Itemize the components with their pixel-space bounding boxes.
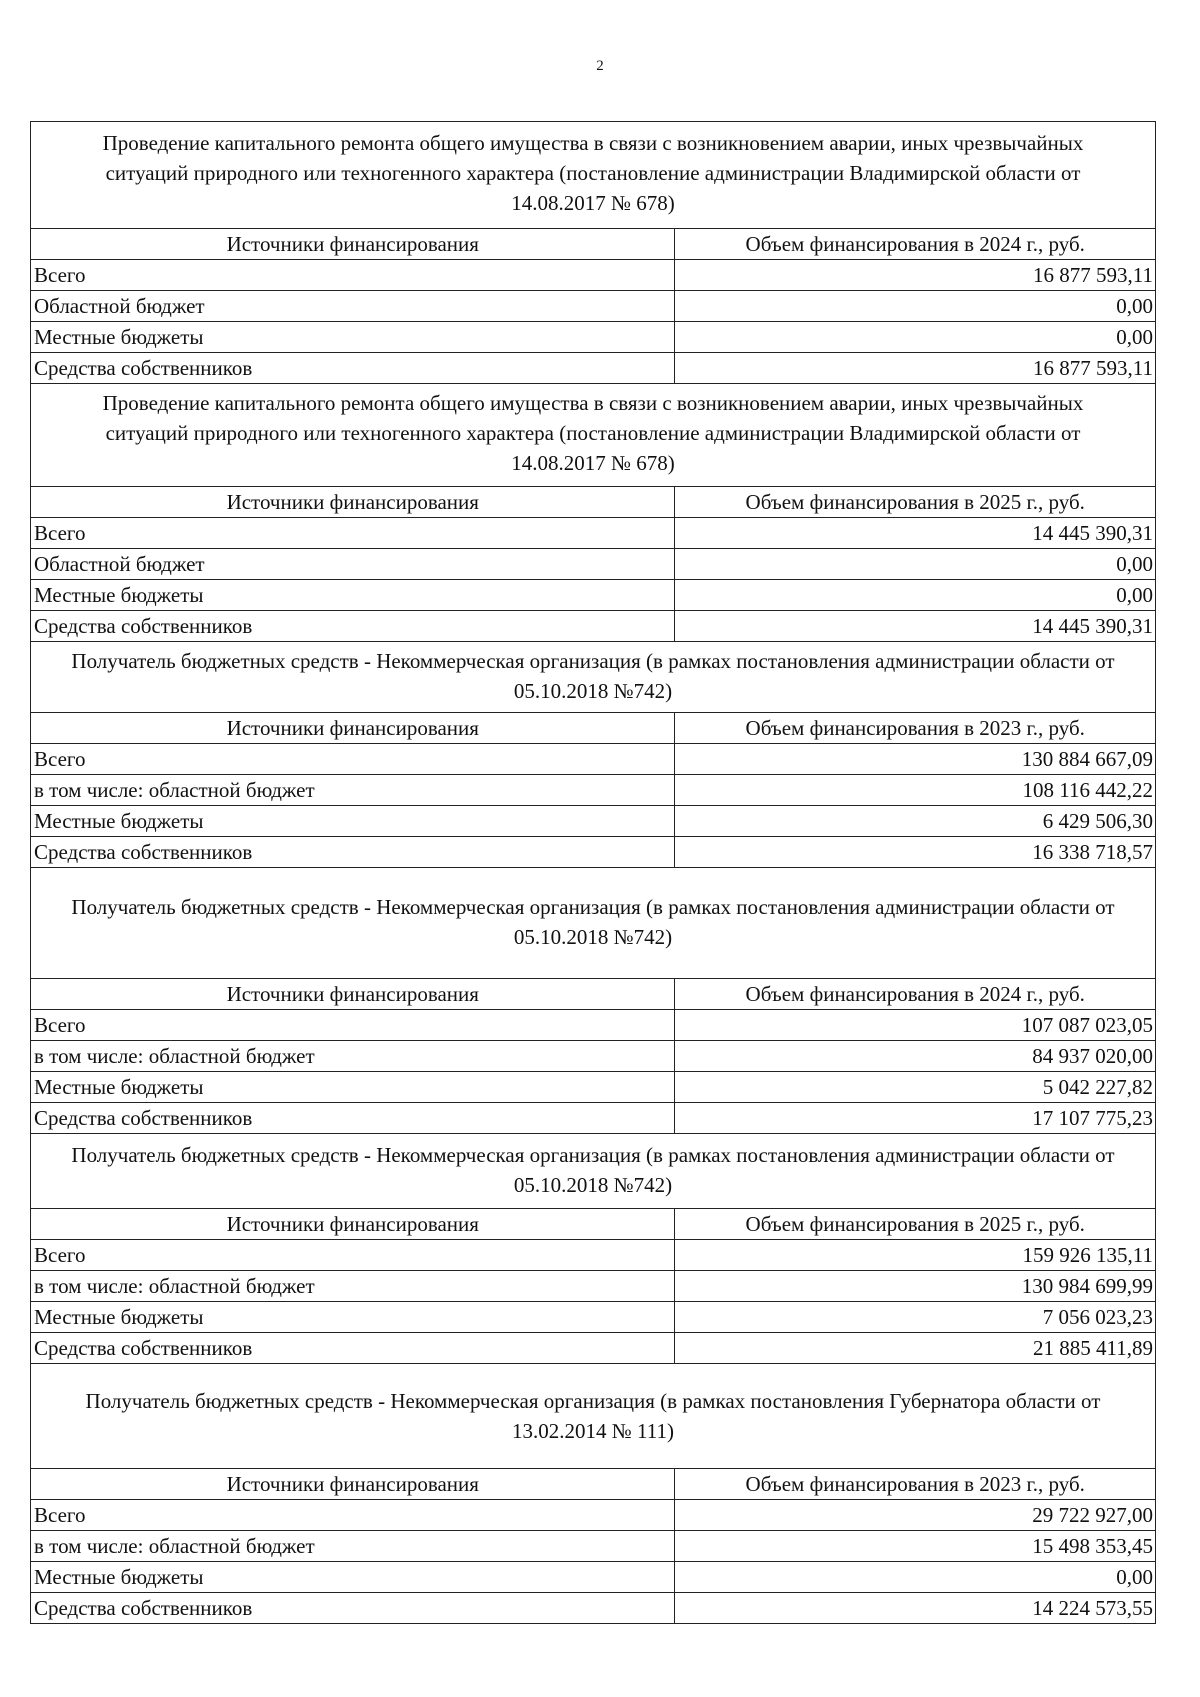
row-label: Средства собственников: [31, 1333, 674, 1364]
table-row: [31, 580, 1155, 611]
row-label: Средства собственников: [31, 611, 674, 642]
row-label: Местные бюджеты: [31, 1072, 674, 1103]
financing-section: [31, 641, 1155, 867]
table-row: [31, 1103, 1155, 1134]
row-value: 5 042 227,82: [674, 1072, 1155, 1103]
table-row: [31, 1500, 1155, 1531]
row-label: Местные бюджеты: [31, 1562, 674, 1593]
financing-section: [31, 1363, 1155, 1623]
col-volume-header: Объем финансирования в 2024 г., руб.: [674, 229, 1155, 260]
table-row: [31, 837, 1155, 868]
table-header-row: [31, 1469, 1155, 1500]
row-label: Всего: [31, 518, 674, 549]
row-label: Областной бюджет: [31, 549, 674, 580]
row-label: в том числе: областной бюджет: [31, 775, 674, 806]
row-label: Местные бюджеты: [31, 322, 674, 353]
col-source-header: Источники финансирования: [31, 713, 674, 744]
col-source-header: Источники финансирования: [31, 229, 674, 260]
row-value: 108 116 442,22: [674, 775, 1155, 806]
table-row: [31, 260, 1155, 291]
section-title: Получатель бюджетных средств - Некоммерческая организация (в рамках постановления администрации области от 05.10.2018 №742): [31, 641, 1155, 712]
table-row: [31, 1271, 1155, 1302]
section-title: Проведение капитального ремонта общего имущества в связи с возникновением аварии, иных чрезвычайных ситуаций природного или техногенного характера (постановление администрации Владимирской области от 14.08.2017 № 678): [31, 121, 1155, 228]
row-value: 14 445 390,31: [674, 518, 1155, 549]
row-value: 0,00: [674, 322, 1155, 353]
table-header-row: [31, 713, 1155, 744]
row-value: 6 429 506,30: [674, 806, 1155, 837]
row-value: 14 445 390,31: [674, 611, 1155, 642]
financing-section: [31, 867, 1155, 1133]
section-title: Проведение капитального ремонта общего имущества в связи с возникновением аварии, иных чрезвычайных ситуаций природного или техногенного характера (постановление администрации Владимирской области от 14.08.2017 № 678): [31, 383, 1155, 486]
table-row: [31, 1333, 1155, 1364]
row-label: Всего: [31, 1500, 674, 1531]
financing-table: [31, 228, 1155, 383]
col-volume-header: Объем финансирования в 2023 г., руб.: [674, 713, 1155, 744]
financing-table: [31, 1468, 1155, 1623]
row-value: 107 087 023,05: [674, 1010, 1155, 1041]
table-row: [31, 1593, 1155, 1624]
row-value: 21 885 411,89: [674, 1333, 1155, 1364]
row-label: в том числе: областной бюджет: [31, 1271, 674, 1302]
row-label: Местные бюджеты: [31, 580, 674, 611]
table-row: [31, 549, 1155, 580]
financing-table: [31, 712, 1155, 867]
row-label: Областной бюджет: [31, 291, 674, 322]
row-label: Средства собственников: [31, 353, 674, 384]
row-value: 0,00: [674, 549, 1155, 580]
row-label: Средства собственников: [31, 1593, 674, 1624]
table-header-row: [31, 229, 1155, 260]
table-row: [31, 353, 1155, 384]
table-row: [31, 1072, 1155, 1103]
table-header-row: [31, 979, 1155, 1010]
col-volume-header: Объем финансирования в 2024 г., руб.: [674, 979, 1155, 1010]
section-title: Получатель бюджетных средств - Некоммерческая организация (в рамках постановления Губернатора области от 13.02.2014 № 111): [31, 1363, 1155, 1468]
financing-section: [31, 121, 1155, 383]
table-row: [31, 518, 1155, 549]
col-volume-header: Объем финансирования в 2023 г., руб.: [674, 1469, 1155, 1500]
row-value: 0,00: [674, 291, 1155, 322]
row-value: 17 107 775,23: [674, 1103, 1155, 1134]
row-label: Местные бюджеты: [31, 806, 674, 837]
table-row: [31, 1531, 1155, 1562]
page-number: 2: [596, 58, 604, 74]
table-row: [31, 775, 1155, 806]
row-label: Средства собственников: [31, 1103, 674, 1134]
row-value: 7 056 023,23: [674, 1302, 1155, 1333]
row-value: 0,00: [674, 1562, 1155, 1593]
table-row: [31, 806, 1155, 837]
row-label: в том числе: областной бюджет: [31, 1531, 674, 1562]
row-value: 130 984 699,99: [674, 1271, 1155, 1302]
row-value: 159 926 135,11: [674, 1240, 1155, 1271]
table-row: [31, 1240, 1155, 1271]
col-volume-header: Объем финансирования в 2025 г., руб.: [674, 487, 1155, 518]
table-row: [31, 1302, 1155, 1333]
row-value: 16 877 593,11: [674, 353, 1155, 384]
financing-section: [31, 1133, 1155, 1363]
row-label: Всего: [31, 1010, 674, 1041]
table-row: [31, 611, 1155, 642]
row-label: Всего: [31, 1240, 674, 1271]
row-label: Средства собственников: [31, 837, 674, 868]
row-value: 14 224 573,55: [674, 1593, 1155, 1624]
section-title: Получатель бюджетных средств - Некоммерческая организация (в рамках постановления администрации области от 05.10.2018 №742): [31, 867, 1155, 978]
row-value: 130 884 667,09: [674, 744, 1155, 775]
section-title: Получатель бюджетных средств - Некоммерческая организация (в рамках постановления администрации области от 05.10.2018 №742): [31, 1133, 1155, 1208]
financing-table: [31, 978, 1155, 1133]
table-header-row: [31, 1209, 1155, 1240]
table-row: [31, 291, 1155, 322]
col-volume-header: Объем финансирования в 2025 г., руб.: [674, 1209, 1155, 1240]
col-source-header: Источники финансирования: [31, 487, 674, 518]
row-label: Всего: [31, 744, 674, 775]
col-source-header: Источники финансирования: [31, 1209, 674, 1240]
row-value: 16 877 593,11: [674, 260, 1155, 291]
financing-document: [30, 121, 1156, 1624]
table-row: [31, 1010, 1155, 1041]
table-row: [31, 744, 1155, 775]
table-row: [31, 1041, 1155, 1072]
table-row: [31, 1562, 1155, 1593]
row-value: 16 338 718,57: [674, 837, 1155, 868]
row-value: 15 498 353,45: [674, 1531, 1155, 1562]
financing-table: [31, 486, 1155, 641]
row-label: Всего: [31, 260, 674, 291]
row-value: 29 722 927,00: [674, 1500, 1155, 1531]
col-source-header: Источники финансирования: [31, 1469, 674, 1500]
financing-section: [31, 383, 1155, 641]
col-source-header: Источники финансирования: [31, 979, 674, 1010]
row-label: в том числе: областной бюджет: [31, 1041, 674, 1072]
row-label: Местные бюджеты: [31, 1302, 674, 1333]
row-value: 84 937 020,00: [674, 1041, 1155, 1072]
financing-table: [31, 1208, 1155, 1363]
table-header-row: [31, 487, 1155, 518]
row-value: 0,00: [674, 580, 1155, 611]
table-row: [31, 322, 1155, 353]
